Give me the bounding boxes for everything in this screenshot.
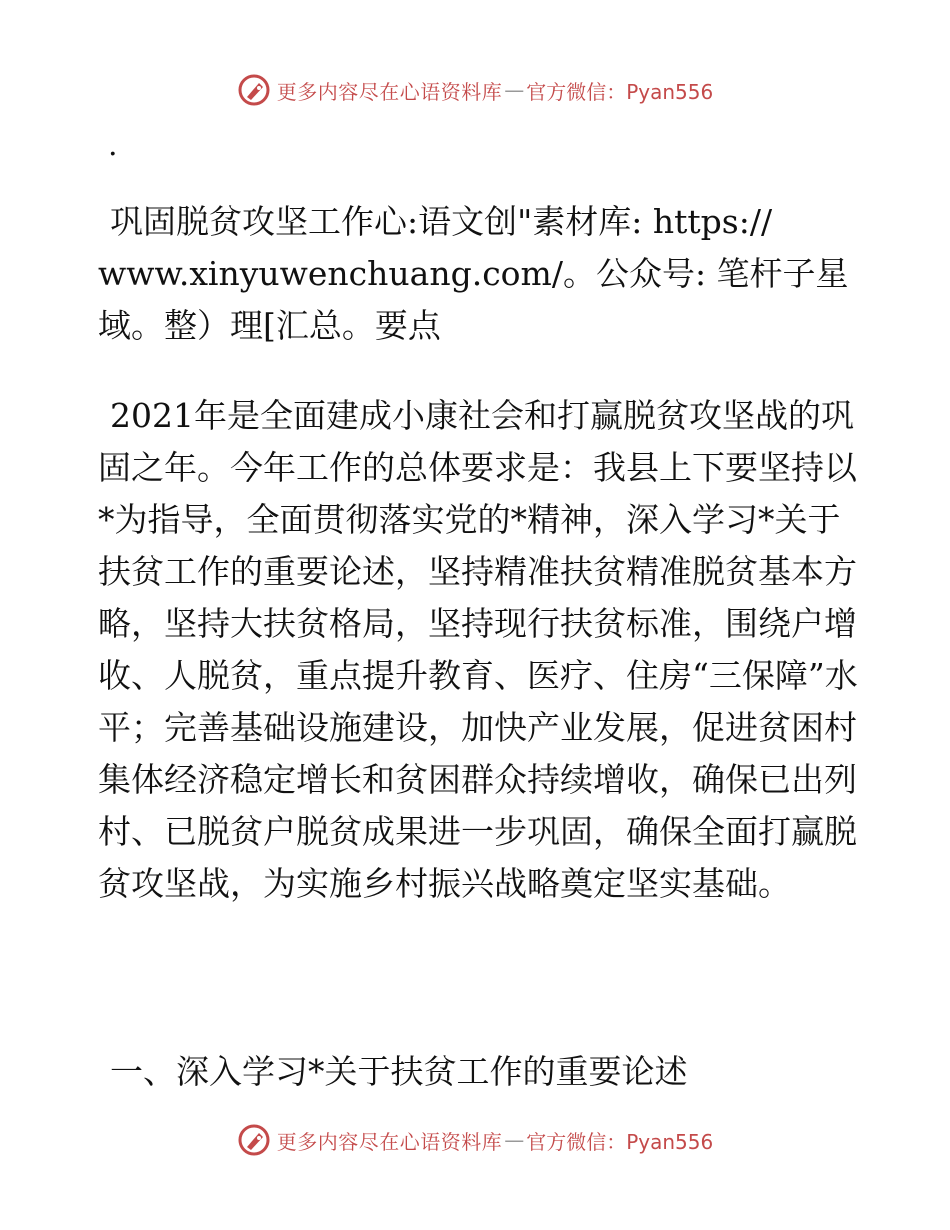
footer-watermark-banner: [0, 1120, 950, 1160]
section-title-text: 一、深入学习*关于扶贫工作的重要论述: [110, 1052, 688, 1091]
banner-wechat: 官方微信：Pyan556: [526, 1129, 714, 1154]
body-paragraph: [98, 390, 858, 910]
banner-text: 更多内容尽在心语资料库: [276, 79, 503, 104]
banner-separator: —: [504, 1128, 525, 1152]
pen-nib-logo-icon: [237, 1123, 271, 1157]
pen-nib-logo-icon: [237, 73, 271, 107]
heading-text: 巩固脱贫攻坚工作心:语文创"素材库: https:// www.xinyuwenchuang.com/。公众号: 笔杆子星域。整）理[汇总。要点: [98, 202, 849, 345]
section-title: [98, 1046, 858, 1098]
banner-separator: —: [504, 78, 525, 102]
document-heading: [98, 196, 858, 352]
banner-text: 更多内容尽在心语资料库: [276, 1129, 503, 1154]
stray-dot: .: [108, 128, 118, 163]
banner-wechat: 官方微信：Pyan556: [526, 79, 714, 104]
body-text: 2021年是全面建成小康社会和打赢脱贫攻坚战的巩固之年。今年工作的总体要求是：我县上下要坚持以*为指导，全面贯彻落实党的*精神，深入学习*关于扶贫工作的重要论述，坚持精准扶贫精准脱贫基本方略，坚持大扶贫格局，坚持现行扶贫标准，围绕户增收、人脱贫，重点提升教育、医疗、住房“三保障”水平；完善基础设施建设，加快产业发展，促进贫困村集体经济稳定增长和贫困群众持续增收，确保已出列村、已脱贫户脱贫成果进一步巩固，确保全面打赢脱贫攻坚战，为实施乡村振兴战略奠定坚实基础。: [98, 396, 858, 903]
header-watermark-banner: [0, 70, 950, 110]
